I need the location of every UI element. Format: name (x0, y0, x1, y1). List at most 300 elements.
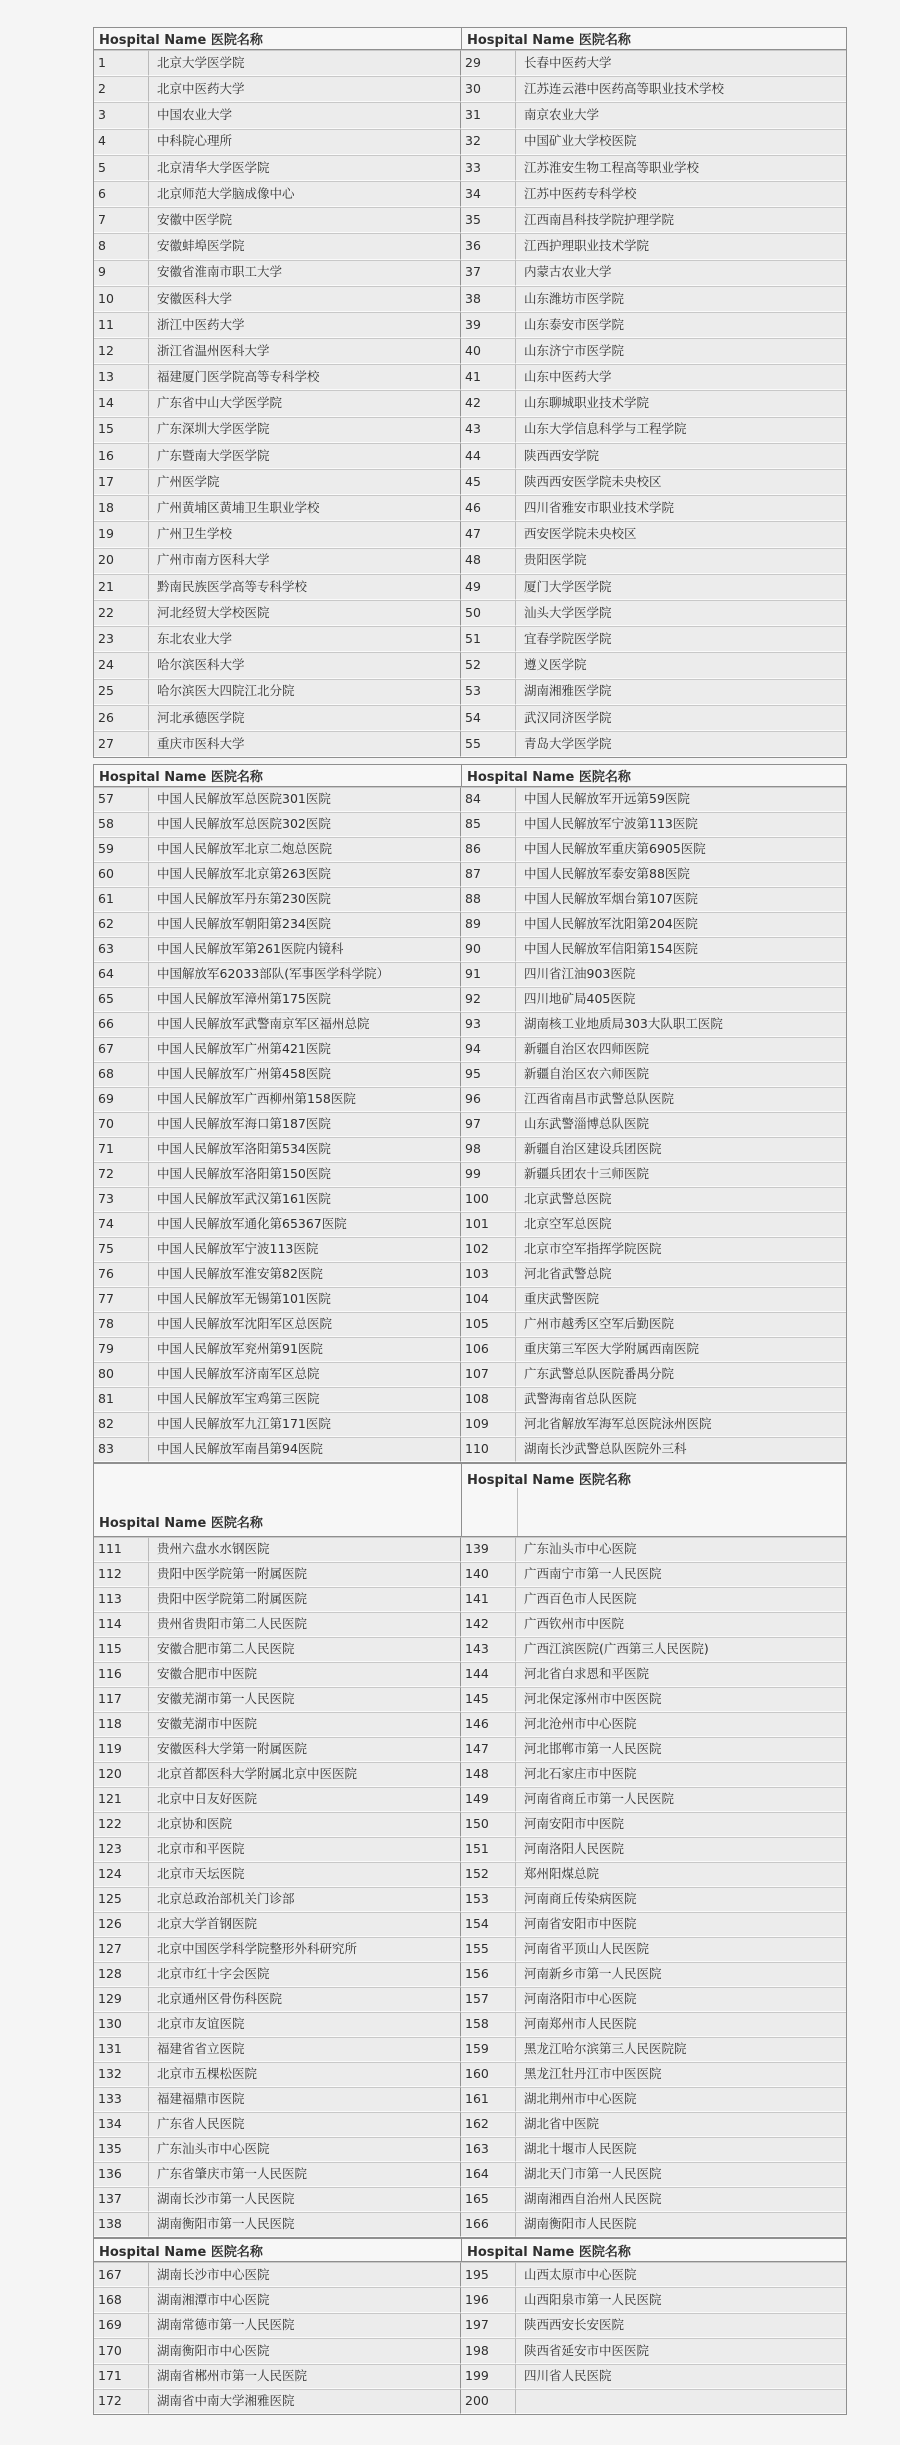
hospital-name: 黑龙江哈尔滨第三人民医院院 (516, 2037, 846, 2062)
hospital-name: 陕西西安长安医院 (516, 2313, 846, 2338)
hospital-name: 河南商丘传染病医院 (516, 1887, 846, 1912)
row-number: 155 (461, 1937, 516, 1962)
hospital-name: 广西江滨医院(广西第三人民医院) (516, 1637, 846, 1662)
hospital-name: 四川省雅安市职业技术学院 (516, 495, 846, 521)
hospital-name: 西安医学院未央校区 (516, 521, 846, 547)
hospital-name: 河北省解放军海军总医院泳州医院 (516, 1412, 846, 1437)
row-number: 79 (94, 1337, 149, 1362)
row-number: 166 (461, 2212, 516, 2237)
row-number: 58 (94, 812, 149, 837)
row-number: 156 (461, 1962, 516, 1987)
row-number: 85 (461, 812, 516, 837)
hospital-name: 北京市红十字会医院 (149, 1962, 461, 1987)
row-number: 3 (94, 102, 149, 128)
row-number: 36 (461, 233, 516, 259)
hospital-name: 广东武警总队医院番禺分院 (516, 1362, 846, 1387)
row-number: 24 (94, 652, 149, 678)
hospital-name: 内蒙古农业大学 (516, 260, 846, 286)
row-number: 18 (94, 495, 149, 521)
row-number: 132 (94, 2062, 149, 2087)
hospital-name: 中国人民解放军总医院301医院 (149, 787, 461, 812)
hospital-name: 中国人民解放军沈阳第204医院 (516, 912, 846, 937)
hospital-name: 湖南衡阳市人民医院 (516, 2212, 846, 2237)
row-number: 8 (94, 233, 149, 259)
row-number: 54 (461, 705, 516, 731)
hospital-name: 浙江中医药大学 (149, 312, 461, 338)
hospital-name: 中国人民解放军北京第263医院 (149, 862, 461, 887)
row-number: 133 (94, 2087, 149, 2112)
row-number: 91 (461, 962, 516, 987)
row-number: 63 (94, 937, 149, 962)
row-number: 168 (94, 2287, 149, 2312)
row-number: 7 (94, 207, 149, 233)
hospital-name: 汕头大学医学院 (516, 600, 846, 626)
row-number: 118 (94, 1712, 149, 1737)
hospital-name: 北京协和医院 (149, 1812, 461, 1837)
hospital-name: 中国人民解放军武警南京军区福州总院 (149, 1012, 461, 1037)
row-number: 88 (461, 887, 516, 912)
row-number: 26 (94, 705, 149, 731)
hospital-name: 山东大学信息科学与工程学院 (516, 417, 846, 443)
row-number: 163 (461, 2137, 516, 2162)
row-number: 109 (461, 1412, 516, 1437)
row-number: 117 (94, 1687, 149, 1712)
row-number: 68 (94, 1062, 149, 1087)
hospital-name: 江西护理职业技术学院 (516, 233, 846, 259)
hospital-name: 四川省人民医院 (516, 2364, 846, 2389)
hospital-name: 中国人民解放军泰安第88医院 (516, 862, 846, 887)
row-number: 12 (94, 338, 149, 364)
hospital-name: 新疆自治区农四师医院 (516, 1037, 846, 1062)
hospital-name: 陕西西安学院 (516, 443, 846, 469)
hospital-name: 中国人民解放军济南军区总院 (149, 1362, 461, 1387)
row-number: 29 (461, 50, 516, 76)
column-header-left: Hospital Name 医院名称 (94, 2239, 461, 2262)
hospital-name: 河南新乡市第一人民医院 (516, 1962, 846, 1987)
hospital-name: 陕西省延安市中医医院 (516, 2338, 846, 2363)
hospital-table-section-2 (93, 764, 847, 1463)
hospital-name: 中国人民解放军朝阳第234医院 (149, 912, 461, 937)
row-number: 106 (461, 1337, 516, 1362)
row-number: 146 (461, 1712, 516, 1737)
row-number: 9 (94, 260, 149, 286)
hospital-name: 湖南长沙市中心医院 (149, 2262, 461, 2287)
hospital-name: 哈尔滨医大四院江北分院 (149, 679, 461, 705)
hospital-name: 安徽合肥市第二人民医院 (149, 1637, 461, 1662)
hospital-name: 中国人民解放军洛阳第150医院 (149, 1162, 461, 1187)
hospital-name: 河北承德医学院 (149, 705, 461, 731)
hospital-name: 湖南长沙市第一人民医院 (149, 2187, 461, 2212)
row-number: 53 (461, 679, 516, 705)
hospital-name: 河南省安阳市中医院 (516, 1912, 846, 1937)
row-number: 38 (461, 286, 516, 312)
row-number: 139 (461, 1537, 516, 1562)
row-number: 158 (461, 2012, 516, 2037)
row-number: 35 (461, 207, 516, 233)
row-number: 37 (461, 260, 516, 286)
row-number: 130 (94, 2012, 149, 2037)
row-number: 70 (94, 1112, 149, 1137)
hospital-name: 河南省商丘市第一人民医院 (516, 1787, 846, 1812)
row-number: 165 (461, 2187, 516, 2212)
hospital-name: 中国人民解放军丹东第230医院 (149, 887, 461, 912)
row-number: 135 (94, 2137, 149, 2162)
row-number: 77 (94, 1287, 149, 1312)
hospital-name: 中国人民解放军开远第59医院 (516, 787, 846, 812)
row-number: 123 (94, 1837, 149, 1862)
hospital-name: 遵义医学院 (516, 652, 846, 678)
row-number: 64 (94, 962, 149, 987)
row-number: 196 (461, 2287, 516, 2312)
hospital-name: 贵州省贵阳市第二人民医院 (149, 1612, 461, 1637)
row-number: 103 (461, 1262, 516, 1287)
hospital-name: 中国人民解放军第261医院内镜科 (149, 937, 461, 962)
hospital-name: 湖南衡阳市中心医院 (149, 2338, 461, 2363)
row-number: 27 (94, 731, 149, 757)
hospital-name: 中国人民解放军烟台第107医院 (516, 887, 846, 912)
hospital-name: 中国人民解放军北京二炮总医院 (149, 837, 461, 862)
hospital-name: 中国解放军62033部队(军事医学科学院） (149, 962, 461, 987)
row-number: 138 (94, 2212, 149, 2237)
row-number: 21 (94, 574, 149, 600)
row-number: 25 (94, 679, 149, 705)
row-number: 57 (94, 787, 149, 812)
row-number: 197 (461, 2313, 516, 2338)
row-number: 71 (94, 1137, 149, 1162)
hospital-name: 四川省江油903医院 (516, 962, 846, 987)
hospital-name: 福建福鼎市医院 (149, 2087, 461, 2112)
hospital-name: 中国人民解放军宝鸡第三医院 (149, 1387, 461, 1412)
row-number: 47 (461, 521, 516, 547)
row-number: 49 (461, 574, 516, 600)
column-header-left: Hospital Name 医院名称 (94, 765, 461, 787)
row-number: 5 (94, 155, 149, 181)
row-number: 142 (461, 1612, 516, 1637)
hospital-name: 湖南湘西自治州人民医院 (516, 2187, 846, 2212)
hospital-name: 北京大学首钢医院 (149, 1912, 461, 1937)
row-number: 6 (94, 181, 149, 207)
hospital-name: 山东泰安市医学院 (516, 312, 846, 338)
row-number: 44 (461, 443, 516, 469)
row-number: 33 (461, 155, 516, 181)
row-number: 74 (94, 1212, 149, 1237)
row-number: 157 (461, 1987, 516, 2012)
row-number: 92 (461, 987, 516, 1012)
row-number: 40 (461, 338, 516, 364)
row-number: 95 (461, 1062, 516, 1087)
hospital-name: 北京总政治部机关门诊部 (149, 1887, 461, 1912)
hospital-name: 贵阳中医学院第一附属医院 (149, 1562, 461, 1587)
row-number: 86 (461, 837, 516, 862)
row-number: 46 (461, 495, 516, 521)
row-number: 41 (461, 364, 516, 390)
hospital-name (516, 2389, 846, 2414)
row-number: 125 (94, 1887, 149, 1912)
row-number: 19 (94, 521, 149, 547)
hospital-name: 中国农业大学 (149, 102, 461, 128)
hospital-name: 安徽蚌埠医学院 (149, 233, 461, 259)
hospital-name: 北京市友谊医院 (149, 2012, 461, 2037)
hospital-name: 贵阳医学院 (516, 548, 846, 574)
hospital-name: 江苏连云港中医药高等职业技术学校 (516, 76, 846, 102)
hospital-name: 安徽省淮南市职工大学 (149, 260, 461, 286)
hospital-name: 河北经贸大学校医院 (149, 600, 461, 626)
hospital-name: 河南洛阳人民医院 (516, 1837, 846, 1862)
hospital-name: 广西钦州市中医院 (516, 1612, 846, 1637)
row-number: 15 (94, 417, 149, 443)
hospital-name: 山东武警淄博总队医院 (516, 1112, 846, 1137)
row-number: 2 (94, 76, 149, 102)
hospital-name: 北京中医药大学 (149, 76, 461, 102)
hospital-name: 山东聊城职业技术学院 (516, 390, 846, 416)
hospital-name: 广东汕头市中心医院 (149, 2137, 461, 2162)
row-number: 162 (461, 2112, 516, 2137)
row-number: 126 (94, 1912, 149, 1937)
row-number: 152 (461, 1862, 516, 1887)
hospital-name: 广州黄埔区黄埔卫生职业学校 (149, 495, 461, 521)
hospital-name: 郑州阳煤总院 (516, 1862, 846, 1887)
hospital-name: 安徽芜湖市第一人民医院 (149, 1687, 461, 1712)
hospital-name: 新疆自治区农六师医院 (516, 1062, 846, 1087)
hospital-name: 中国人民解放军海口第187医院 (149, 1112, 461, 1137)
row-number: 171 (94, 2364, 149, 2389)
row-number: 104 (461, 1287, 516, 1312)
row-number: 65 (94, 987, 149, 1012)
hospital-name: 江西南昌科技学院护理学院 (516, 207, 846, 233)
row-number: 62 (94, 912, 149, 937)
hospital-name: 新疆自治区建设兵团医院 (516, 1137, 846, 1162)
row-number: 136 (94, 2162, 149, 2187)
row-number: 4 (94, 129, 149, 155)
row-number: 11 (94, 312, 149, 338)
row-number: 140 (461, 1562, 516, 1587)
row-number: 99 (461, 1162, 516, 1187)
row-number: 131 (94, 2037, 149, 2062)
hospital-name: 重庆市医科大学 (149, 731, 461, 757)
row-number: 154 (461, 1912, 516, 1937)
hospital-name: 青岛大学医学院 (516, 731, 846, 757)
hospital-name: 中国人民解放军洛阳第534医院 (149, 1137, 461, 1162)
row-number: 120 (94, 1762, 149, 1787)
hospital-name: 湖北十堰市人民医院 (516, 2137, 846, 2162)
hospital-name: 中国人民解放军沈阳军区总医院 (149, 1312, 461, 1337)
hospital-name: 中国人民解放军总医院302医院 (149, 812, 461, 837)
hospital-name: 贵阳中医学院第二附属医院 (149, 1587, 461, 1612)
row-number: 145 (461, 1687, 516, 1712)
hospital-name: 北京大学医学院 (149, 50, 461, 76)
row-number: 119 (94, 1737, 149, 1762)
hospital-name: 中国矿业大学校医院 (516, 129, 846, 155)
hospital-name: 河南省平顶山人民医院 (516, 1937, 846, 1962)
hospital-name: 广东暨南大学医学院 (149, 443, 461, 469)
hospital-name: 中国人民解放军淮安第82医院 (149, 1262, 461, 1287)
row-number: 122 (94, 1812, 149, 1837)
row-number: 101 (461, 1212, 516, 1237)
row-number: 73 (94, 1187, 149, 1212)
row-number: 121 (94, 1787, 149, 1812)
hospital-name: 广州市越秀区空军后勤医院 (516, 1312, 846, 1337)
hospital-name: 广东汕头市中心医院 (516, 1537, 846, 1562)
hospital-name: 中国人民解放军宁波113医院 (149, 1237, 461, 1262)
row-number: 127 (94, 1937, 149, 1962)
hospital-name: 广西南宁市第一人民医院 (516, 1562, 846, 1587)
row-number: 80 (94, 1362, 149, 1387)
hospital-name: 湖北天门市第一人民医院 (516, 2162, 846, 2187)
hospital-name: 广东深圳大学医学院 (149, 417, 461, 443)
row-number: 144 (461, 1662, 516, 1687)
hospital-name: 湖南长沙武警总队医院外三科 (516, 1437, 846, 1462)
hospital-name: 北京空军总医院 (516, 1212, 846, 1237)
hospital-name: 河北邯郸市第一人民医院 (516, 1737, 846, 1762)
hospital-name: 长春中医药大学 (516, 50, 846, 76)
hospital-name: 中国人民解放军信阳第154医院 (516, 937, 846, 962)
hospital-name: 湖北省中医院 (516, 2112, 846, 2137)
hospital-name: 湖南湘潭市中心医院 (149, 2287, 461, 2312)
row-number: 137 (94, 2187, 149, 2212)
hospital-name: 中科院心理所 (149, 129, 461, 155)
hospital-name: 广西百色市人民医院 (516, 1587, 846, 1612)
row-number: 72 (94, 1162, 149, 1187)
hospital-table-section-3 (93, 1463, 847, 2238)
row-number: 34 (461, 181, 516, 207)
hospital-name: 安徽合肥市中医院 (149, 1662, 461, 1687)
row-number: 153 (461, 1887, 516, 1912)
hospital-name: 北京清华大学医学院 (149, 155, 461, 181)
hospital-name: 广州医学院 (149, 469, 461, 495)
hospital-name: 武汉同济医学院 (516, 705, 846, 731)
column-header-right: Hospital Name 医院名称 (461, 1464, 846, 1537)
hospital-name: 南京农业大学 (516, 102, 846, 128)
row-number: 169 (94, 2313, 149, 2338)
column-header-right: Hospital Name 医院名称 (461, 2239, 846, 2262)
row-number: 96 (461, 1087, 516, 1112)
hospital-name: 中国人民解放军广州第458医院 (149, 1062, 461, 1087)
row-number: 128 (94, 1962, 149, 1987)
hospital-name: 安徽医科大学第一附属医院 (149, 1737, 461, 1762)
row-number: 199 (461, 2364, 516, 2389)
row-number: 98 (461, 1137, 516, 1162)
hospital-name: 河北沧州市中心医院 (516, 1712, 846, 1737)
hospital-name: 黑龙江牡丹江市中医医院 (516, 2062, 846, 2087)
row-number: 161 (461, 2087, 516, 2112)
row-number: 42 (461, 390, 516, 416)
row-number: 108 (461, 1387, 516, 1412)
row-number: 55 (461, 731, 516, 757)
row-number: 20 (94, 548, 149, 574)
row-number: 195 (461, 2262, 516, 2287)
row-number: 94 (461, 1037, 516, 1062)
row-number: 167 (94, 2262, 149, 2287)
row-number: 160 (461, 2062, 516, 2087)
hospital-name: 山西太原市中心医院 (516, 2262, 846, 2287)
row-number: 200 (461, 2389, 516, 2414)
hospital-name: 四川地矿局405医院 (516, 987, 846, 1012)
row-number: 82 (94, 1412, 149, 1437)
hospital-name: 河南郑州市人民医院 (516, 2012, 846, 2037)
hospital-name: 湖南核工业地质局303大队职工医院 (516, 1012, 846, 1037)
hospital-name: 北京市天坛医院 (149, 1862, 461, 1887)
hospital-name: 宜春学院医学院 (516, 626, 846, 652)
hospital-name: 湖北荆州市中心医院 (516, 2087, 846, 2112)
row-number: 151 (461, 1837, 516, 1862)
row-number: 1 (94, 50, 149, 76)
hospital-name: 中国人民解放军广西柳州第158医院 (149, 1087, 461, 1112)
row-number: 159 (461, 2037, 516, 2062)
row-number: 75 (94, 1237, 149, 1262)
hospital-name: 广州卫生学校 (149, 521, 461, 547)
row-number: 59 (94, 837, 149, 862)
column-header-right: Hospital Name 医院名称 (461, 765, 846, 787)
hospital-name: 湖南常德市第一人民医院 (149, 2313, 461, 2338)
row-number: 61 (94, 887, 149, 912)
row-number: 16 (94, 443, 149, 469)
row-number: 43 (461, 417, 516, 443)
hospital-name: 北京中国医学科学院整形外科研究所 (149, 1937, 461, 1962)
row-number: 114 (94, 1612, 149, 1637)
row-number: 93 (461, 1012, 516, 1037)
hospital-name: 中国人民解放军重庆第6905医院 (516, 837, 846, 862)
row-number: 13 (94, 364, 149, 390)
row-number: 148 (461, 1762, 516, 1787)
hospital-name: 山西阳泉市第一人民医院 (516, 2287, 846, 2312)
hospital-name: 湖南省中南大学湘雅医院 (149, 2389, 461, 2414)
row-number: 39 (461, 312, 516, 338)
hospital-name: 中国人民解放军漳州第175医院 (149, 987, 461, 1012)
row-number: 10 (94, 286, 149, 312)
hospital-name: 安徽芜湖市中医院 (149, 1712, 461, 1737)
hospital-name: 湖南湘雅医学院 (516, 679, 846, 705)
column-header-right: Hospital Name 医院名称 (461, 28, 846, 50)
hospital-name: 厦门大学医学院 (516, 574, 846, 600)
row-number: 89 (461, 912, 516, 937)
hospital-name: 中国人民解放军通化第65367医院 (149, 1212, 461, 1237)
hospital-name: 广东省人民医院 (149, 2112, 461, 2137)
row-number: 17 (94, 469, 149, 495)
hospital-name: 北京中日友好医院 (149, 1787, 461, 1812)
hospital-tables-container (93, 27, 900, 2415)
row-number: 84 (461, 787, 516, 812)
hospital-name: 广东省中山大学医学院 (149, 390, 461, 416)
hospital-name: 河南安阳市中医院 (516, 1812, 846, 1837)
row-number: 102 (461, 1237, 516, 1262)
hospital-name: 山东潍坊市医学院 (516, 286, 846, 312)
row-number: 52 (461, 652, 516, 678)
hospital-name: 中国人民解放军无锡第101医院 (149, 1287, 461, 1312)
row-number: 113 (94, 1587, 149, 1612)
row-number: 90 (461, 937, 516, 962)
row-number: 111 (94, 1537, 149, 1562)
hospital-table-section-1 (93, 27, 847, 758)
hospital-name: 广东省肇庆市第一人民医院 (149, 2162, 461, 2187)
row-number: 76 (94, 1262, 149, 1287)
hospital-name: 山东济宁市医学院 (516, 338, 846, 364)
row-number: 60 (94, 862, 149, 887)
row-number: 112 (94, 1562, 149, 1587)
hospital-name: 安徽医科大学 (149, 286, 461, 312)
column-header-left: Hospital Name 医院名称 (94, 1464, 461, 1537)
hospital-name: 浙江省温州医科大学 (149, 338, 461, 364)
row-number: 110 (461, 1437, 516, 1462)
row-number: 107 (461, 1362, 516, 1387)
row-number: 97 (461, 1112, 516, 1137)
hospital-name: 陕西西安医学院未央校区 (516, 469, 846, 495)
hospital-name: 东北农业大学 (149, 626, 461, 652)
row-number: 129 (94, 1987, 149, 2012)
row-number: 69 (94, 1087, 149, 1112)
row-number: 172 (94, 2389, 149, 2414)
hospital-name: 新疆兵团农十三师医院 (516, 1162, 846, 1187)
row-number: 14 (94, 390, 149, 416)
